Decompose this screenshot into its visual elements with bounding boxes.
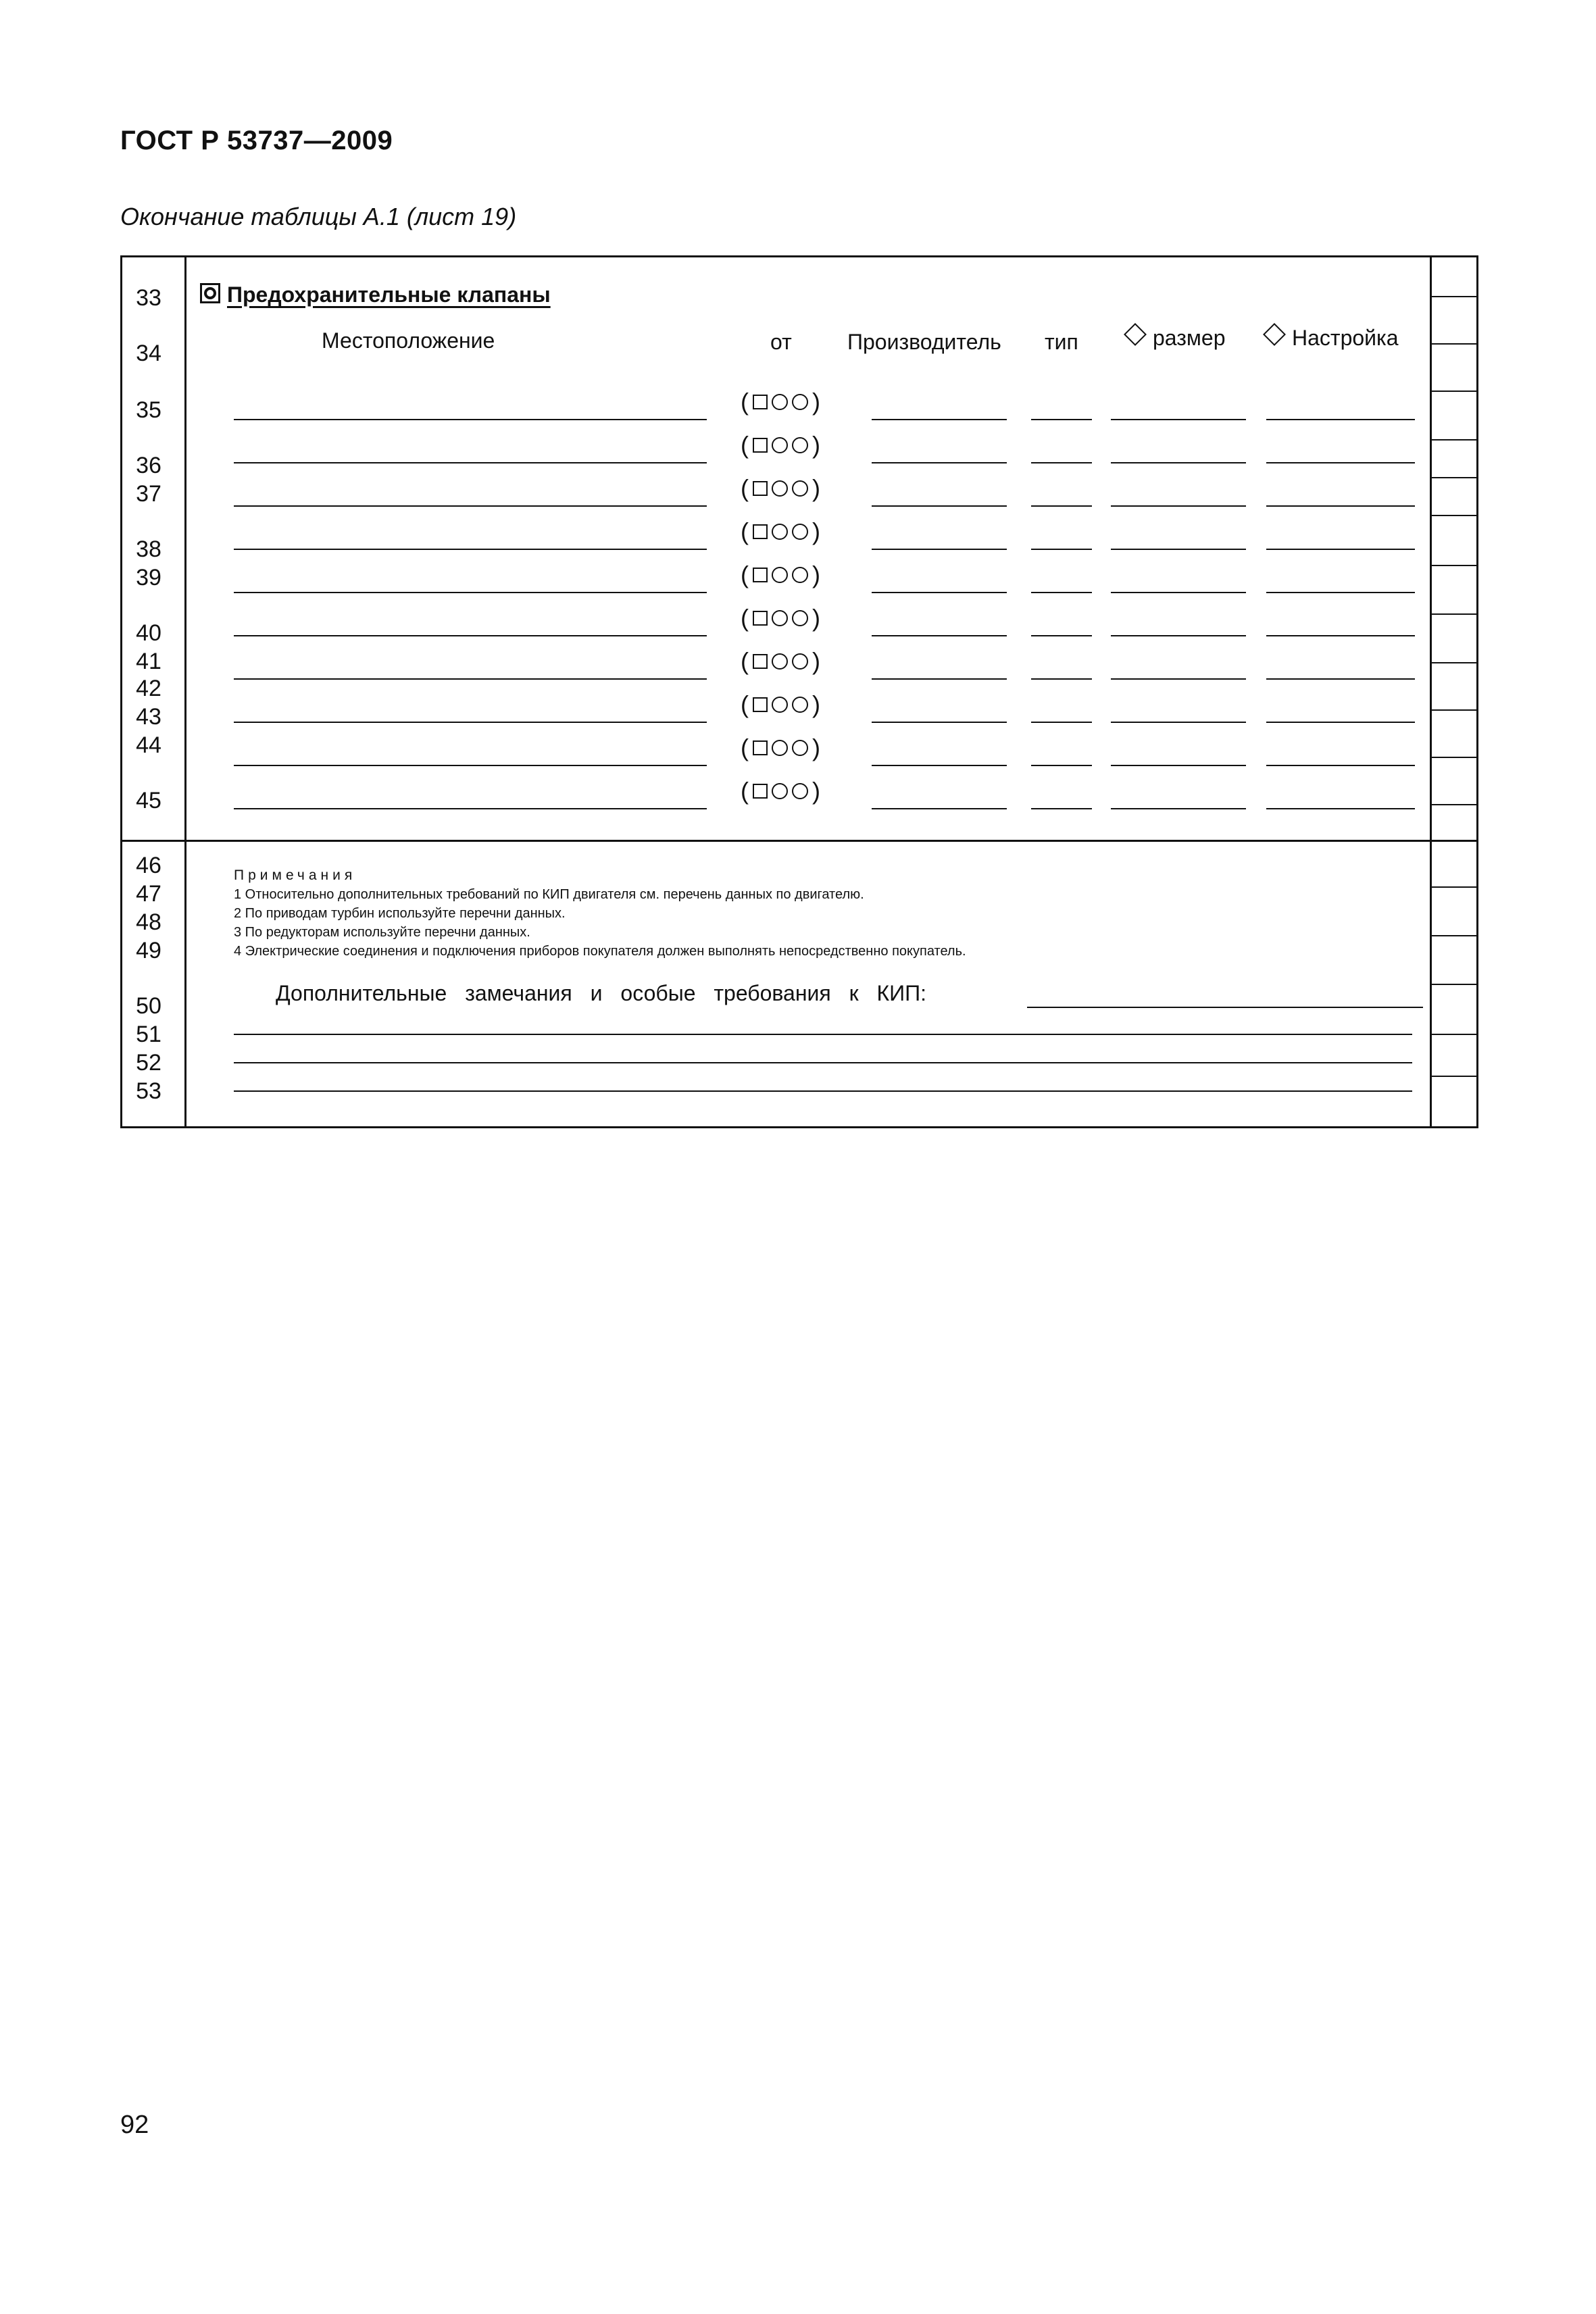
right-cell-divider (1430, 935, 1478, 936)
number-column-divider (184, 255, 186, 1128)
right-cell-divider (1430, 391, 1478, 392)
entry-line[interactable] (1111, 678, 1246, 680)
row-number: 45 (136, 788, 161, 813)
entry-line[interactable] (1111, 462, 1246, 463)
right-column-divider (1430, 255, 1432, 1128)
row-number: 53 (136, 1078, 161, 1104)
row-number: 38 (136, 536, 161, 562)
row-number: 42 (136, 676, 161, 701)
entry-line[interactable] (234, 765, 707, 766)
type-symbols (741, 647, 820, 676)
right-cell-divider (1430, 477, 1478, 478)
note-item: 3 По редукторам используйте перечни данных. (234, 925, 530, 940)
right-cell-divider (1430, 984, 1478, 985)
entry-line[interactable] (1111, 505, 1246, 507)
right-cell-divider (1430, 439, 1478, 441)
remarks-field[interactable] (1027, 1007, 1423, 1008)
entry-line[interactable] (1266, 505, 1415, 507)
hexagon-icon[interactable] (792, 480, 808, 497)
open-paren: ( (741, 777, 749, 805)
close-paren: ) (812, 431, 820, 459)
table-caption: Окончание таблицы А.1 (лист 19) (120, 203, 517, 230)
hexagon-icon[interactable] (792, 524, 808, 540)
close-paren: ) (812, 690, 820, 718)
type-symbols (741, 388, 820, 416)
close-paren: ) (812, 604, 820, 632)
remarks-line[interactable] (234, 1034, 1412, 1035)
entry-line[interactable] (1031, 722, 1092, 723)
column-header-type: тип (1045, 330, 1078, 354)
square-icon[interactable] (753, 654, 768, 669)
right-cell-divider (1430, 804, 1478, 805)
entry-line[interactable] (234, 592, 707, 593)
open-paren: ( (741, 518, 749, 545)
remarks-line[interactable] (234, 1062, 1412, 1063)
entry-line[interactable] (234, 808, 707, 809)
section-checkbox[interactable] (200, 283, 220, 303)
remarks-line[interactable] (234, 1090, 1412, 1092)
column-header-manufacturer: Производитель (847, 330, 1001, 354)
row-number: 49 (136, 938, 161, 963)
row-number: 33 (136, 285, 161, 311)
entry-line[interactable] (1031, 808, 1092, 809)
entry-line[interactable] (872, 505, 1007, 507)
open-paren: ( (741, 474, 749, 502)
entry-line[interactable] (1266, 635, 1415, 636)
column-header-setting-label: Настройка (1292, 326, 1399, 350)
close-paren: ) (812, 734, 820, 761)
right-cell-divider (1430, 515, 1478, 516)
open-paren: ( (741, 734, 749, 761)
entry-line[interactable] (1266, 678, 1415, 680)
close-paren: ) (812, 777, 820, 805)
type-symbols (741, 518, 820, 546)
close-paren: ) (812, 388, 820, 416)
entry-line[interactable] (1111, 722, 1246, 723)
right-cell-divider (1430, 662, 1478, 663)
open-paren: ( (741, 604, 749, 632)
close-paren: ) (812, 474, 820, 502)
square-icon[interactable] (753, 784, 768, 799)
hexagon-icon[interactable] (792, 437, 808, 453)
entry-line[interactable] (1266, 765, 1415, 766)
note-item: 1 Относительно дополнительных требований по КИП двигателя см. перечень данных по двигателю. (234, 887, 864, 902)
entry-line[interactable] (872, 765, 1007, 766)
square-icon[interactable] (753, 438, 768, 453)
document-header: ГОСТ Р 53737—2009 (120, 126, 393, 155)
right-cell-divider (1430, 565, 1478, 566)
entry-line[interactable] (234, 505, 707, 507)
entry-line[interactable] (1111, 419, 1246, 420)
entry-line[interactable] (1031, 765, 1092, 766)
row-number: 43 (136, 704, 161, 730)
row-number: 35 (136, 397, 161, 423)
right-cell-divider (1430, 886, 1478, 888)
entry-line[interactable] (872, 549, 1007, 550)
page-number: 92 (120, 2111, 149, 2139)
type-symbols (741, 474, 820, 503)
row-number: 50 (136, 993, 161, 1019)
type-symbols (741, 734, 820, 762)
note-item: 2 По приводам турбин используйте перечни данных. (234, 906, 566, 921)
entry-line[interactable] (234, 462, 707, 463)
circle-icon[interactable] (772, 610, 788, 626)
open-paren: ( (741, 388, 749, 416)
circle-icon[interactable] (772, 394, 788, 410)
entry-line[interactable] (1266, 462, 1415, 463)
entry-line[interactable] (1266, 549, 1415, 550)
entry-line[interactable] (872, 678, 1007, 680)
right-cell-divider (1430, 1076, 1478, 1077)
diamond-icon (1263, 323, 1286, 346)
close-paren: ) (812, 561, 820, 588)
circle-icon[interactable] (772, 740, 788, 756)
row-number: 44 (136, 732, 161, 758)
circle-icon[interactable] (772, 437, 788, 453)
right-cell-divider (1430, 343, 1478, 345)
entry-line[interactable] (1031, 462, 1092, 463)
square-icon[interactable] (753, 611, 768, 626)
entry-line[interactable] (872, 635, 1007, 636)
hexagon-icon[interactable] (792, 783, 808, 799)
hexagon-icon[interactable] (792, 567, 808, 583)
row-number: 52 (136, 1050, 161, 1076)
entry-line[interactable] (234, 549, 707, 550)
entry-line[interactable] (1031, 635, 1092, 636)
right-cell-divider (1430, 1034, 1478, 1035)
circle-icon[interactable] (772, 567, 788, 583)
entry-line[interactable] (234, 722, 707, 723)
notes-heading: Примечания (234, 867, 357, 883)
square-icon[interactable] (753, 568, 768, 582)
entry-line[interactable] (872, 722, 1007, 723)
entry-line[interactable] (234, 419, 707, 420)
open-paren: ( (741, 561, 749, 588)
entry-line[interactable] (1266, 722, 1415, 723)
hexagon-icon[interactable] (792, 610, 808, 626)
right-cell-divider (1430, 296, 1478, 297)
diamond-icon (1124, 323, 1147, 346)
circle-icon[interactable] (772, 524, 788, 540)
circle-icon[interactable] (772, 783, 788, 799)
square-icon[interactable] (753, 481, 768, 496)
note-item: 4 Электрические соединения и подключения приборов покупателя должен выполнять непосредственно покупатель. (234, 944, 966, 959)
column-header-size-label: размер (1153, 326, 1226, 350)
circle-icon[interactable] (772, 480, 788, 497)
row-number: 37 (136, 481, 161, 507)
open-paren: ( (741, 431, 749, 459)
type-symbols (741, 431, 820, 459)
right-cell-divider (1430, 757, 1478, 758)
column-header-setting (1266, 326, 1399, 351)
entry-line[interactable] (872, 462, 1007, 463)
entry-line[interactable] (1266, 419, 1415, 420)
circle-icon (204, 287, 216, 299)
entry-line[interactable] (1111, 808, 1246, 809)
entry-line[interactable] (1031, 592, 1092, 593)
row-number: 47 (136, 881, 161, 907)
square-icon[interactable] (753, 740, 768, 755)
column-header-size (1127, 326, 1226, 351)
row-number: 40 (136, 620, 161, 646)
entry-line[interactable] (1031, 419, 1092, 420)
hexagon-icon[interactable] (792, 740, 808, 756)
row-number: 39 (136, 565, 161, 590)
entry-line[interactable] (234, 635, 707, 636)
row-number: 41 (136, 649, 161, 674)
remarks-label: Дополнительные замечания и особые требования к КИП: (276, 981, 927, 1005)
type-symbols (741, 561, 820, 589)
section-divider (120, 840, 1478, 842)
open-paren: ( (741, 690, 749, 718)
circle-icon[interactable] (772, 697, 788, 713)
right-cell-divider (1430, 709, 1478, 711)
entry-line[interactable] (1266, 592, 1415, 593)
entry-line[interactable] (234, 678, 707, 680)
column-header-from: от (770, 330, 792, 354)
entry-line[interactable] (1111, 592, 1246, 593)
entry-line[interactable] (872, 808, 1007, 809)
row-number: 48 (136, 909, 161, 935)
entry-line[interactable] (1111, 549, 1246, 550)
hexagon-icon[interactable] (792, 653, 808, 670)
type-symbols (741, 777, 820, 805)
entry-line[interactable] (872, 419, 1007, 420)
circle-icon[interactable] (772, 653, 788, 670)
row-number: 34 (136, 341, 161, 366)
row-number: 51 (136, 1022, 161, 1047)
entry-line[interactable] (1266, 808, 1415, 809)
open-paren: ( (741, 647, 749, 675)
entry-line[interactable] (1031, 505, 1092, 507)
entry-line[interactable] (1111, 635, 1246, 636)
section-title: Предохранительные клапаны (227, 282, 551, 307)
row-number: 36 (136, 453, 161, 478)
close-paren: ) (812, 647, 820, 675)
row-number: 46 (136, 853, 161, 878)
entry-line[interactable] (872, 592, 1007, 593)
entry-line[interactable] (1031, 549, 1092, 550)
square-icon[interactable] (753, 395, 768, 409)
type-symbols (741, 690, 820, 719)
square-icon[interactable] (753, 524, 768, 539)
close-paren: ) (812, 518, 820, 545)
entry-line[interactable] (1111, 765, 1246, 766)
square-icon[interactable] (753, 697, 768, 712)
hexagon-icon[interactable] (792, 394, 808, 410)
type-symbols (741, 604, 820, 632)
column-header-location: Местоположение (322, 328, 495, 353)
right-cell-divider (1430, 613, 1478, 615)
entry-line[interactable] (1031, 678, 1092, 680)
hexagon-icon[interactable] (792, 697, 808, 713)
